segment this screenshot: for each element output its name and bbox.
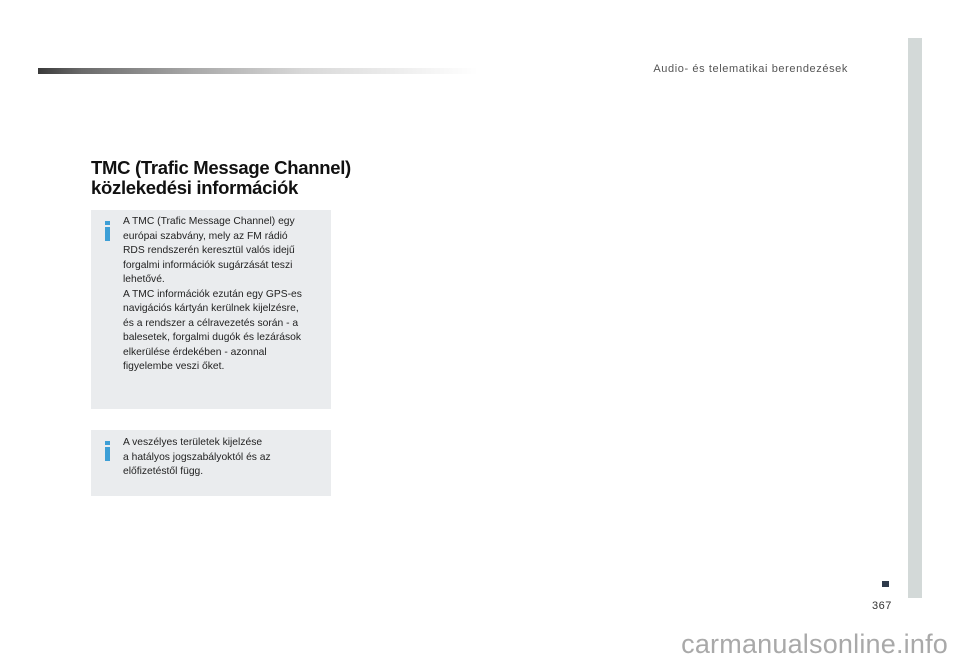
header-gradient-bar (38, 68, 478, 74)
section-title-line-1: TMC (Trafic Message Channel) (91, 157, 351, 178)
info-line: A TMC (Trafic Message Channel) egy (123, 216, 295, 227)
side-strip (908, 38, 922, 598)
info-line: navigációs kártyán kerülnek kijelzésre, (123, 303, 299, 314)
info-line: előfizetéstől függ. (123, 466, 204, 477)
info-line: A veszélyes területek kijelzése (123, 437, 263, 448)
info-line: A TMC információk ezután egy GPS-es (123, 288, 302, 300)
info-box-tmc (91, 210, 331, 409)
info-icon (105, 221, 110, 241)
info-text (123, 436, 323, 480)
info-line: európai szabvány, mely az FM rádió (123, 230, 288, 242)
info-line: forgalmi információk sugárzását teszi (123, 259, 293, 271)
info-line: figyelembe veszi őket. (123, 361, 225, 372)
section-title (91, 158, 351, 198)
info-line: lehetővé. (123, 274, 165, 285)
page-marker (882, 581, 889, 587)
info-line: RDS rendszerén keresztül valós idejű (123, 245, 295, 256)
watermark: carmanualsonline.info (681, 629, 948, 659)
info-line: elkerülése érdekében - azonnal (123, 346, 267, 358)
info-box-danger-zones (91, 430, 331, 496)
info-text (123, 215, 323, 375)
section-title-line-2: közlekedési információk (91, 177, 298, 198)
page-number: 367 (872, 600, 892, 612)
info-icon (105, 441, 110, 461)
info-line: a hatályos jogszabályoktól és az (123, 451, 271, 463)
info-line: és a rendszer a célravezetés során - a (123, 317, 299, 329)
info-line: balesetek, forgalmi dugók és lezárások (123, 332, 302, 343)
chapter-title: Audio- és telematikai berendezések (653, 63, 848, 75)
